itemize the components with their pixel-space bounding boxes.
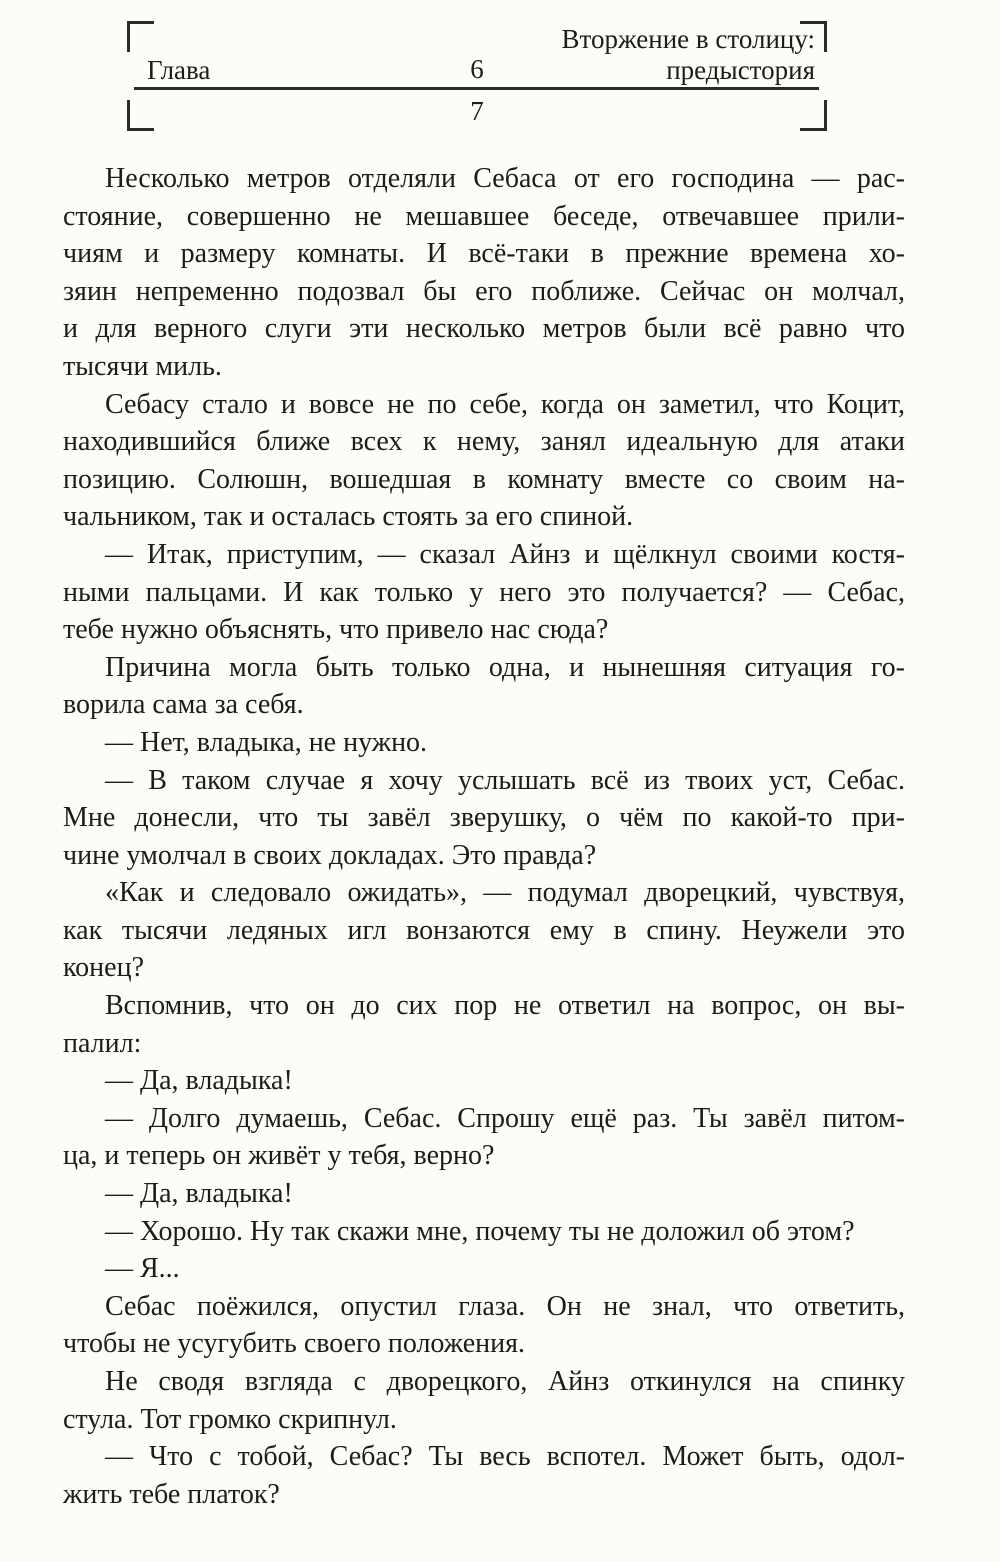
paragraph xyxy=(63,649,905,724)
text-line: конец? xyxy=(63,952,145,984)
text-line: чальником, так и осталась стоять за его спиной. xyxy=(63,501,634,533)
running-head-chapter-number: 6 xyxy=(470,54,484,84)
text-line: ца, и теперь он живёт у тебя, верно? xyxy=(63,1140,495,1172)
text-line: — Долго думаешь, Себас. Спрошу ещё раз. Ты завёл питом- xyxy=(105,1102,905,1134)
page-header xyxy=(127,21,827,131)
text-line: Причина могла быть только одна, и нынешняя ситуация го- xyxy=(105,651,905,683)
text-line: чиям и размеру комнаты. И всё-таки в прежние времена хо- xyxy=(63,238,905,270)
text-line: — Что с тобой, Себас? Ты весь вспотел. Может быть, одол- xyxy=(105,1441,905,1473)
text-line: стояние, совершенно не мешавшее беседе, отвечавшее прили- xyxy=(63,200,905,232)
text-line: стула. Тот громко скрипнул. xyxy=(63,1403,397,1435)
text-line: Несколько метров отделяли Себаса от его господина — рас- xyxy=(105,163,905,194)
paragraph xyxy=(63,1062,905,1100)
text-line: — Я... xyxy=(105,1253,180,1285)
paragraph xyxy=(63,1438,905,1513)
running-head-title xyxy=(562,24,815,86)
paragraph xyxy=(63,762,905,875)
text-line: — Нет, владыка, не нужно. xyxy=(105,726,428,758)
paragraph xyxy=(63,536,905,649)
text-line: Вспомнив, что он до сих пор не ответил на вопрос, он вы- xyxy=(105,990,905,1022)
text-line: — Хорошо. Ну так скажи мне, почему ты не доложил об этом? xyxy=(105,1215,855,1247)
paragraph xyxy=(63,1175,905,1213)
text-line: и для верного слуги эти несколько метров были всё равно что xyxy=(63,313,905,345)
page-body xyxy=(63,160,905,1513)
running-head-title-line1: Вторжение в столицу: xyxy=(561,24,815,54)
text-line: Не сводя взгляда с дворецкого, Айнз откинулся на спинку xyxy=(105,1366,905,1397)
text-line: находившийся ближе всех к нему, занял идеальную для атаки xyxy=(63,426,905,458)
text-line: палил: xyxy=(63,1027,142,1059)
text-line: жить тебе платок? xyxy=(63,1478,280,1510)
corner-mark-top-left-icon xyxy=(127,21,154,52)
text-line: как тысячи ледяных игл вонзаются ему в спину. Неужели это xyxy=(63,914,905,946)
text-line: — Да, владыка! xyxy=(105,1178,293,1210)
text-line: — Да, владыка! xyxy=(105,1065,293,1097)
paragraph xyxy=(63,874,905,987)
text-line: ворила сама за себя. xyxy=(63,689,304,721)
paragraph xyxy=(63,1250,905,1288)
text-line: тысячи миль. xyxy=(63,350,222,382)
paragraph xyxy=(63,160,905,386)
paragraph xyxy=(63,987,905,1062)
text-line: — Итак, приступим, — сказал Айнз и щёлкнул своими костя- xyxy=(105,538,905,570)
text-line: чтобы не усугубить своего положения. xyxy=(63,1328,525,1360)
text-line: Мне донесли, что ты завёл зверушку, о чём по какой-то при- xyxy=(63,802,905,834)
paragraph xyxy=(63,1213,905,1251)
text-line: чине умолчал в своих докладах. Это правда? xyxy=(63,839,597,871)
text-line: ными пальцами. И как только у него это получается? — Себас, xyxy=(63,576,905,608)
header-rule xyxy=(134,87,819,90)
paragraph xyxy=(63,724,905,762)
text-line: Себас поёжился, опустил глаза. Он не знал, что ответить, xyxy=(105,1290,905,1322)
text-line: «Как и следовало ожидать», — подумал дворецкий, чувствуя, xyxy=(105,877,905,909)
text-line: — В таком случае я хочу услышать всё из твоих уст, Себас. xyxy=(105,764,905,796)
page-number: 7 xyxy=(470,96,484,126)
paragraph xyxy=(63,386,905,536)
paragraph xyxy=(63,1100,905,1175)
text-line: Себасу стало и вовсе не по себе, когда он заметил, что Коцит, xyxy=(105,388,905,420)
running-head-title-line2: предыстория xyxy=(666,55,815,85)
paragraph xyxy=(63,1363,905,1438)
text-line: зяин непременно подозвал бы его поближе. Сейчас он молчал, xyxy=(63,275,905,307)
text-line: тебе нужно объяснять, что привело нас сюда? xyxy=(63,614,609,646)
running-head-chapter-label: Глава xyxy=(147,55,211,85)
text-line: позицию. Солюшн, вошедшая в комнату вместе со своим на- xyxy=(63,463,905,495)
paragraph xyxy=(63,1288,905,1363)
